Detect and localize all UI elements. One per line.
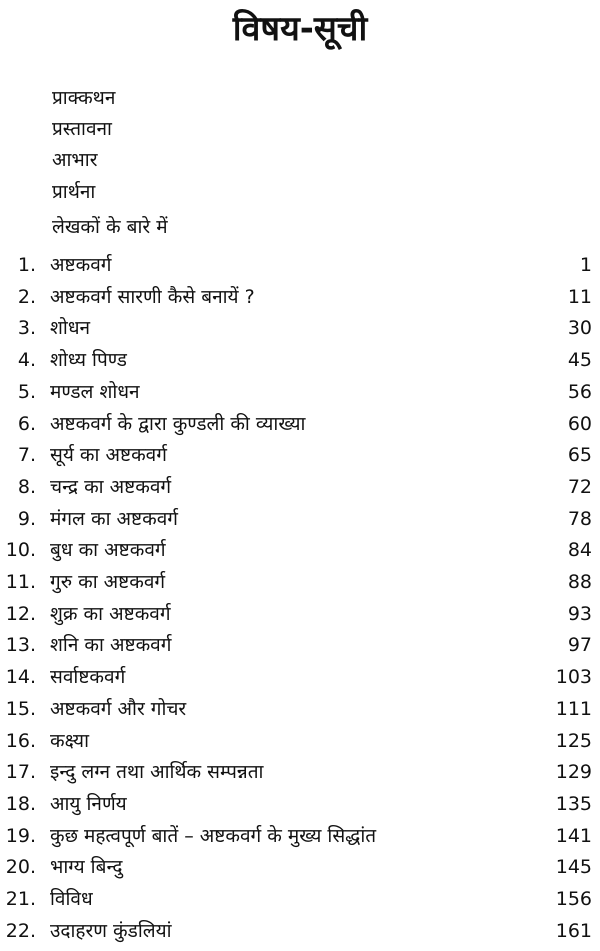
chapter-number: 5. (17, 380, 36, 403)
toc-entry (0, 695, 600, 723)
chapter-number: 4. (17, 349, 36, 372)
page-number: 30 (567, 317, 592, 340)
chapter-title: चन्द्र का अष्टकवर्ग (50, 475, 172, 498)
chapter-number: 8. (17, 475, 36, 498)
chapter-number: 10. (5, 539, 36, 562)
chapter-title: कक्ष्या (50, 729, 89, 752)
toc-entry (0, 473, 600, 501)
chapter-number: 20. (5, 856, 36, 879)
chapter-number: 15. (5, 697, 36, 720)
chapter-title: मण्डल शोधन (50, 380, 140, 403)
chapter-number: 13. (5, 634, 36, 657)
chapter-title: शोधन (50, 317, 91, 340)
page-number: 60 (567, 412, 592, 435)
chapter-title: अष्टकवर्ग (50, 254, 112, 276)
chapter-title: सूर्य का अष्टकवर्ग (50, 444, 167, 467)
chapter-title: शोध्य पिण्ड (50, 349, 127, 372)
page-number: 1 (579, 254, 592, 276)
toc-entry (0, 853, 600, 881)
toc-entry (0, 917, 600, 945)
page-number: 156 (555, 888, 592, 910)
chapter-title: विविध (50, 888, 93, 910)
chapter-number: 17. (5, 761, 36, 784)
page-number: 11 (567, 285, 592, 308)
toc-entry (0, 758, 600, 786)
page-number: 65 (567, 444, 592, 467)
toc-entry (0, 663, 600, 691)
chapter-title: इन्दु लग्न तथा आर्थिक सम्पन्नता (50, 761, 264, 784)
toc-entry (0, 568, 600, 596)
chapter-title: कुछ महत्वपूर्ण बातें – अष्टकवर्ग के मुख्य सिद्धांत (50, 824, 377, 847)
chapter-number: 22. (5, 919, 36, 942)
chapter-number: 21. (5, 888, 36, 910)
page-number: 88 (567, 571, 592, 593)
toc-entry (0, 631, 600, 659)
page-number: 135 (555, 792, 592, 815)
toc-entry (0, 346, 600, 374)
toc-entry (0, 283, 600, 311)
chapter-title: अष्टकवर्ग सारणी कैसे बनायें ? (50, 285, 255, 308)
page-number: 111 (555, 697, 592, 720)
chapter-title: आयु निर्णय (50, 792, 127, 815)
page-number: 93 (567, 602, 592, 625)
chapter-title: मंगल का अष्टकवर्ग (50, 507, 178, 530)
chapter-title: अष्टकवर्ग के द्वारा कुण्डली की व्याख्या (50, 412, 306, 435)
page-number: 141 (555, 824, 592, 847)
chapter-number: 12. (5, 602, 36, 625)
chapter-title: शनि का अष्टकवर्ग (50, 634, 172, 657)
toc-entry (0, 822, 600, 850)
toc-entry (0, 314, 600, 342)
chapter-number: 7. (17, 444, 36, 467)
chapter-title: गुरु का अष्टकवर्ग (50, 571, 166, 593)
chapter-number: 6. (17, 412, 36, 435)
chapter-title: अष्टकवर्ग और गोचर (50, 697, 187, 720)
prelim-entry: प्रस्तावना (52, 118, 112, 140)
chapter-number: 18. (5, 792, 36, 815)
toc-entry (0, 505, 600, 533)
page-number: 145 (555, 856, 592, 879)
chapter-title: सर्वाष्टकवर्ग (50, 666, 126, 689)
page-title: विषय-सूची (232, 9, 368, 49)
prelim-entry: प्रार्थना (52, 181, 96, 203)
prelim-entry: प्राक्कथन (52, 87, 116, 109)
chapter-number: 9. (17, 507, 36, 530)
page-number: 45 (567, 349, 592, 372)
page-number: 84 (567, 539, 592, 562)
page-number: 72 (567, 475, 592, 498)
chapter-number: 14. (5, 666, 36, 689)
chapter-title: शुक्र का अष्टकवर्ग (50, 602, 171, 625)
page-number: 56 (567, 380, 592, 403)
toc-entry (0, 885, 600, 913)
page-number: 103 (555, 666, 592, 689)
toc-entry (0, 536, 600, 564)
toc-entry (0, 441, 600, 469)
chapter-number: 11. (5, 571, 36, 593)
page-number: 78 (567, 507, 592, 530)
chapter-number: 16. (5, 729, 36, 752)
toc-entry (0, 727, 600, 755)
toc-entry (0, 410, 600, 438)
chapter-title: उदाहरण कुंडलियां (50, 919, 172, 942)
chapter-title: भाग्य बिन्दु (50, 856, 123, 879)
page-number: 125 (555, 729, 592, 752)
page-number: 129 (555, 761, 592, 784)
prelim-entry: लेखकों के बारे में (52, 216, 168, 238)
page-number: 97 (567, 634, 592, 657)
chapter-number: 19. (5, 824, 36, 847)
page-number: 161 (555, 919, 592, 942)
chapter-title: बुध का अष्टकवर्ग (50, 539, 166, 562)
toc-entry (0, 790, 600, 818)
prelim-entry: आभार (52, 149, 98, 171)
chapter-number: 1. (17, 254, 36, 276)
toc-entry (0, 251, 600, 279)
chapter-number: 3. (17, 317, 36, 340)
toc-entry (0, 600, 600, 628)
toc-entry (0, 378, 600, 406)
chapter-number: 2. (17, 285, 36, 308)
